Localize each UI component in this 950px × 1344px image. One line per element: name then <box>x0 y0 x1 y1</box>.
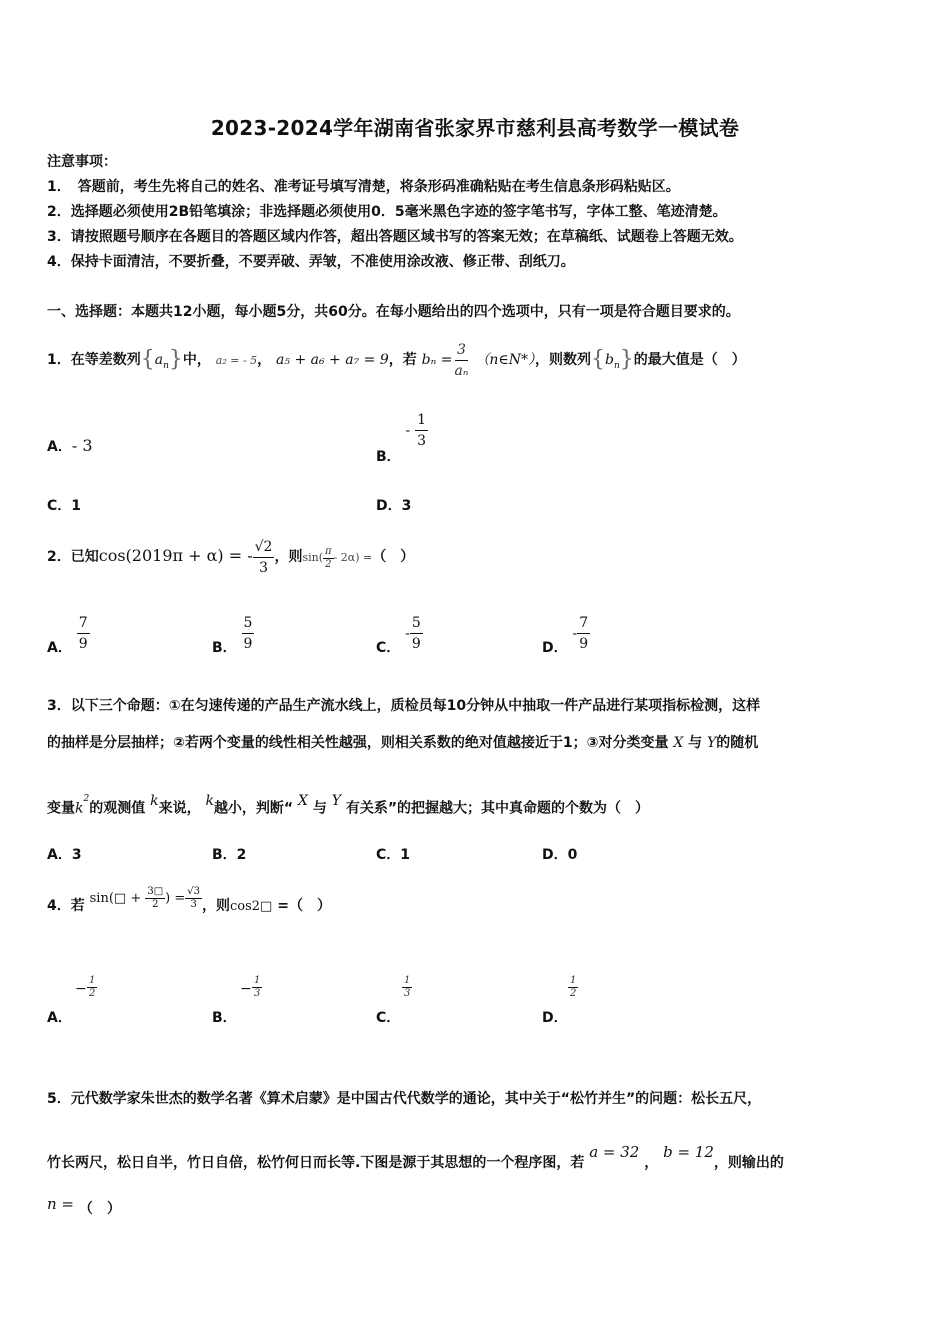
expr-fraction <box>145 886 165 911</box>
q3-var: k <box>150 792 159 809</box>
option-label: A． <box>47 639 72 656</box>
q3-text: 有关系”的把握越大；其中真命题的个数为（ ） <box>345 800 650 817</box>
notice-item: 4．保持卡面清洁，不要折叠，不要弄破、弄皱，不准使用涂改液、修正带、刮纸刀。 <box>47 254 575 270</box>
option-sign: − <box>75 981 87 997</box>
option-label: C． <box>376 639 401 656</box>
q3-option-c[interactable]: C．1 <box>376 847 411 863</box>
q1-domain: （n∈N*） <box>475 352 535 368</box>
q2-option-c[interactable] <box>376 613 423 654</box>
q1-bn: bₙ = <box>421 352 453 368</box>
frac-den: 2 <box>325 558 332 570</box>
q1-option-a[interactable] <box>47 436 93 456</box>
question-3-line <box>47 792 650 819</box>
frac-num: √2 <box>253 537 275 558</box>
q3-text: 的随机 <box>716 735 759 751</box>
notice-item: 1． 答题前，考生先将自己的姓名、准考证号填写清楚，将条形码准确粘贴在考生信息条形码粘贴区。 <box>47 179 680 195</box>
q5-text: 竹长两尺，松日自半，竹日自倍，松竹何日而长等.下图是源于其思想的一个程序图，若 <box>47 1155 585 1171</box>
frac-num: 1 <box>404 975 411 986</box>
q3-var: Y <box>707 735 717 751</box>
q1-option-d[interactable]: D．3 <box>376 498 412 514</box>
option-label: A． <box>47 1010 72 1026</box>
q1-option-c[interactable]: C．1 <box>47 498 82 514</box>
question-5-line: 5．元代数学家朱世杰的数学名著《算术启蒙》是中国古代代数学的通论，其中关于“松竹并生”的问题：松长五尺， <box>47 1091 762 1107</box>
section-heading: 一、选择题：本题共12小题，每小题5分，共60分。在每小题给出的四个选项中，只有一项是符合题目要求的。 <box>47 304 740 320</box>
q1-condition: a₅ + a₆ + a₇ = 9 <box>276 352 389 368</box>
q5-var: n = <box>47 1195 74 1213</box>
expr-part: sin( <box>302 551 324 564</box>
option-label: C． <box>376 1010 401 1026</box>
option-fraction <box>415 410 428 451</box>
frac-den: 9 <box>411 636 421 652</box>
frac-num: 1 <box>254 975 261 986</box>
q3-option-b[interactable]: B．2 <box>212 847 247 863</box>
q3-option-a[interactable]: A．3 <box>47 847 82 863</box>
q1-text: 中， <box>182 352 211 368</box>
option-fraction <box>402 975 412 1000</box>
frac-den: 3 <box>254 988 261 999</box>
q5-var: a = 32 <box>589 1143 640 1161</box>
notice-item: 2．选择题必须使用2B铅笔填涂；非选择题必须使用0．5毫米黑色字迹的签字笔书写，字体工整、笔迹清楚。 <box>47 204 727 220</box>
q2-option-a[interactable] <box>47 613 90 654</box>
q1-frac-den: aₙ <box>454 362 469 379</box>
frac-num: 1 <box>570 975 577 986</box>
option-label: A． <box>47 439 72 455</box>
q1-option-b[interactable] <box>376 410 428 465</box>
frac-num: 1 <box>415 410 428 431</box>
option-label: B． <box>212 1010 237 1026</box>
q4-option-a[interactable] <box>47 975 96 1026</box>
option-fraction <box>87 975 97 1000</box>
frac-num: 5 <box>242 613 255 634</box>
frac-num: π <box>325 545 332 557</box>
option-label: B． <box>376 448 401 465</box>
q3-var: k <box>205 792 214 809</box>
frac-den: 3 <box>190 899 197 910</box>
q4-expression: cos2□ <box>230 899 273 914</box>
option-label: B． <box>212 639 237 656</box>
frac-den: 9 <box>579 636 589 652</box>
q5-var: b = 12 <box>663 1143 714 1161</box>
q2-text: （ ） <box>372 549 415 565</box>
question-5-line <box>47 1195 121 1219</box>
notice-heading: 注意事项： <box>47 154 117 170</box>
option-sign: - <box>405 625 410 642</box>
option-label: D． <box>542 1010 568 1026</box>
frac-den: 9 <box>78 636 88 652</box>
q3-text: 与 <box>312 800 327 817</box>
option-sign: − <box>240 981 252 997</box>
option-fraction <box>410 613 423 654</box>
question-1: 1．在等差数列$\{a_n\}$中， a₂ = - 5， a₅ + a₆ + a₇ = 9，若 bₙ = $\frac{3}{\text{aₙ}}$ （n∈N*），则数列$\{b_n\}$的最大值是（ ） <box>47 341 746 379</box>
q3-option-d[interactable]: D．0 <box>542 847 578 863</box>
expr-fraction <box>323 546 334 571</box>
frac-num: √3 <box>187 886 200 897</box>
frac-den: 2 <box>89 988 96 999</box>
option-fraction <box>242 613 255 654</box>
expr-part: ) = <box>165 891 186 906</box>
expr-fraction <box>185 886 202 911</box>
option-fraction <box>77 613 90 654</box>
question-3-line <box>47 733 758 753</box>
q2-expression: cos(2019π + α) = - <box>98 546 253 565</box>
q4-option-b[interactable] <box>212 975 261 1026</box>
q2-fraction <box>253 537 275 578</box>
q4-text: 4．若 <box>47 898 85 914</box>
q4-option-c[interactable] <box>376 975 411 1026</box>
q5-text: ， <box>644 1155 659 1171</box>
question-2 <box>47 532 414 582</box>
notice-item: 3．请按照题号顺序在各题目的答题区域内作答，超出答题区域书写的答案无效；在草稿纸、试题卷上答题无效。 <box>47 229 743 245</box>
q3-text: 与 <box>688 735 703 751</box>
q1-text: ，若 <box>388 352 417 368</box>
frac-num: 1 <box>89 975 96 986</box>
q2-option-d[interactable] <box>542 613 590 654</box>
q3-var: k <box>75 800 84 817</box>
q1-fraction <box>452 340 470 381</box>
q1-text: 1．在等差数列 <box>47 352 141 368</box>
q4-expression <box>89 886 202 910</box>
q3-var: X <box>298 792 308 809</box>
frac-num: 7 <box>77 613 90 634</box>
frac-den: 3 <box>259 559 269 576</box>
option-fraction <box>577 613 590 654</box>
frac-den: 3 <box>404 988 411 999</box>
q4-option-d[interactable] <box>542 975 577 1026</box>
q3-text: 变量 <box>47 800 75 817</box>
frac-den: 9 <box>243 636 253 652</box>
q5-text: （ ） <box>78 1201 121 1217</box>
q3-text: 的抽样是分层抽样；②若两个变量的线性相关性越强，则相关系数的绝对值越接近于1；③对分类变量 <box>47 735 669 751</box>
question-5-line <box>47 1143 784 1173</box>
q1-frac-num: 3 <box>455 340 468 361</box>
q1-condition: a₂ = - 5 <box>215 354 258 367</box>
frac-num: 3□ <box>147 886 164 897</box>
question-4 <box>47 886 331 927</box>
frac-den: 2 <box>152 899 159 910</box>
frac-num: 7 <box>577 613 590 634</box>
frac-den: 2 <box>570 988 577 999</box>
expr-part: sin(□ + <box>89 891 146 906</box>
q4-text: =（ ） <box>277 898 331 914</box>
option-value: - 3 <box>71 436 93 455</box>
q2-option-b[interactable] <box>212 613 254 654</box>
q5-text: ，则输出的 <box>713 1155 784 1171</box>
expr-part: - 2α) = <box>333 551 373 564</box>
q2-text: 2．已知 <box>47 549 99 565</box>
q3-text: 来说， <box>158 800 201 817</box>
q3-var: X <box>673 735 684 751</box>
option-sign: - <box>405 422 411 439</box>
q3-var: Y <box>331 792 341 809</box>
frac-num: 5 <box>410 613 423 634</box>
frac-den: 3 <box>417 433 427 449</box>
option-label: D． <box>542 639 568 656</box>
option-sign: - <box>572 625 578 642</box>
q2-text: ，则 <box>274 549 303 565</box>
q1-text: 的最大值是（ ） <box>633 352 746 368</box>
q1-text: ，则数列 <box>534 352 591 368</box>
question-3-line: 3．以下三个命题：①在匀速传递的产品生产流水线上，质检员每10分钟从中抽取一件产品进行某项指标检测，这样 <box>47 698 761 714</box>
q4-text: ，则 <box>202 898 230 914</box>
option-fraction <box>252 975 262 1000</box>
option-fraction <box>568 975 578 1000</box>
q3-text: 越小，判断“ <box>213 800 294 817</box>
q2-expression-2 <box>302 545 373 570</box>
q3-sup: 2 <box>83 794 90 804</box>
page-title: 2023-2024学年湖南省张家界市慈利县高考数学一模试卷 <box>210 116 740 140</box>
q3-text: 的观测值 <box>89 800 146 817</box>
